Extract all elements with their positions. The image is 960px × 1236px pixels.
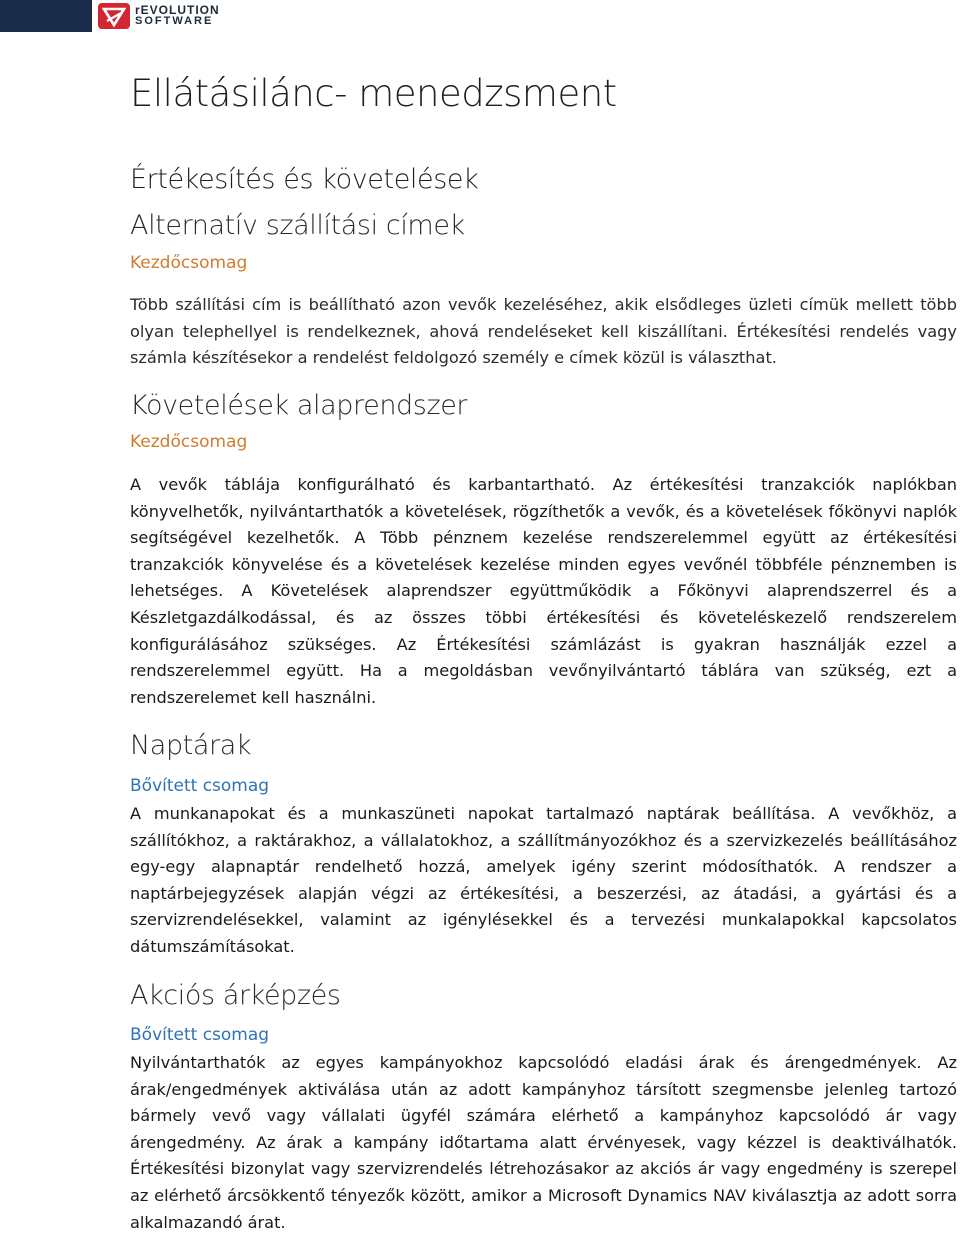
heading-receivables: Követelések alaprendszer bbox=[130, 390, 468, 421]
heading-campaign-pricing: Akciós árképzés bbox=[130, 980, 341, 1011]
package-tag-receivables: Kezdőcsomag bbox=[130, 432, 248, 452]
logo-line2: SOFTWARE bbox=[135, 15, 214, 27]
paragraph-campaign-pricing: Nyilvántarthatók az egyes kampányokhoz kapcsolódó eladási árak és árengedmények. Az árak/engedmények aktiválása után az adott kampányhoz társított szegmensbe jelenleg tartozó bármely vevő vagy vállalati ügyfél számára elérhető a kampányhoz kapcsolódó ár vagy árengedmény. Az árak a kampány időtartama alatt érvényesek, vagy kézzel is deaktiválhatók. Értékesítési bizonylat vagy szervizrendelés létrehozásakor az akciós ár vagy engedmény is szerepel az elérhető árcsökkentő tényezők között, amikor a Microsoft Dynamics NAV kiválasztja az adott sorra alkalmazandó árat. bbox=[130, 1053, 957, 1232]
paragraph-calendars: A munkanapokat és a munkaszüneti napokat tartalmazó naptárak beállítása. A vevőkhöz, a szállítókhoz, a raktárakhoz, a vállalatokhoz, a szállítmányozókhoz és a szervizkezelés beállításához egy-egy alapnaptár rendelhető hozzá, amelyek igény szerint módosíthatók. A rendszer a naptárbejegyzések alapján végzi az értékesítési, a beszerzési, az átadási, a gyártási és a szervizrendelésekkel, valamint az igénylésekkel és a tervezési munkalapokkal kapcsolatos dátumszámításokat. bbox=[130, 804, 957, 956]
paragraph-alternative-shipping: Több szállítási cím is beállítható azon vevők kezeléséhez, akik elsődleges üzleti címük mellett több olyan telephellyel is rendelkeznek, ahová rendeléseket kell kiszállítani. Értékesítési rendelés vagy számla készítésekor a rendelést feldolgozó személy e címek közül is választhat. bbox=[130, 295, 957, 368]
heading-alternative-shipping: Alternatív szállítási címek bbox=[130, 210, 465, 241]
header-bar bbox=[0, 0, 92, 32]
package-tag-alternative-shipping: Kezdőcsomag bbox=[130, 253, 248, 273]
package-tag-calendars: Bővített csomag bbox=[130, 776, 270, 796]
page-title: Ellátásilánc- menedzsment bbox=[130, 72, 617, 115]
package-tag-campaign-pricing: Bővített csomag bbox=[130, 1025, 270, 1045]
section-title: Értékesítés és követelések bbox=[130, 164, 479, 195]
logo-line1: rEVOLUTION bbox=[135, 3, 220, 17]
revolution-software-logo[interactable] bbox=[95, 0, 255, 32]
logo-emblem-icon bbox=[95, 1, 133, 31]
heading-calendars: Naptárak bbox=[130, 730, 252, 761]
paragraph-receivables: A vevők táblája konfigurálható és karbantartható. Az értékesítési tranzakciók naplókban könyvelhetők, nyilvántarthatók a követelések, rögzíthetők a vevők, és a követelések főkönyvi naplók segítségével kezelhetők. A Több pénznem kezelése rendszerelemmel együtt az értékesítési tranzakciók könyvelése és a követelések kezelése minden egyes vevőnél többféle pénznemben is lehetséges. A Követelések alaprendszer együttműködik a Főkönyvi alaprendszerrel és a Készletgazdálkodással, és az összes többi értékesítési és követeléskezelő rendszerelem konfigurálásához szükséges. Az Értékesítési számlázást is gyakran használják ezzel a rendszerelemmel együtt. Ha a megoldásban vevőnyilvántartó táblára van szükség, ezt a rendszerelemet kell használni. bbox=[130, 475, 957, 707]
